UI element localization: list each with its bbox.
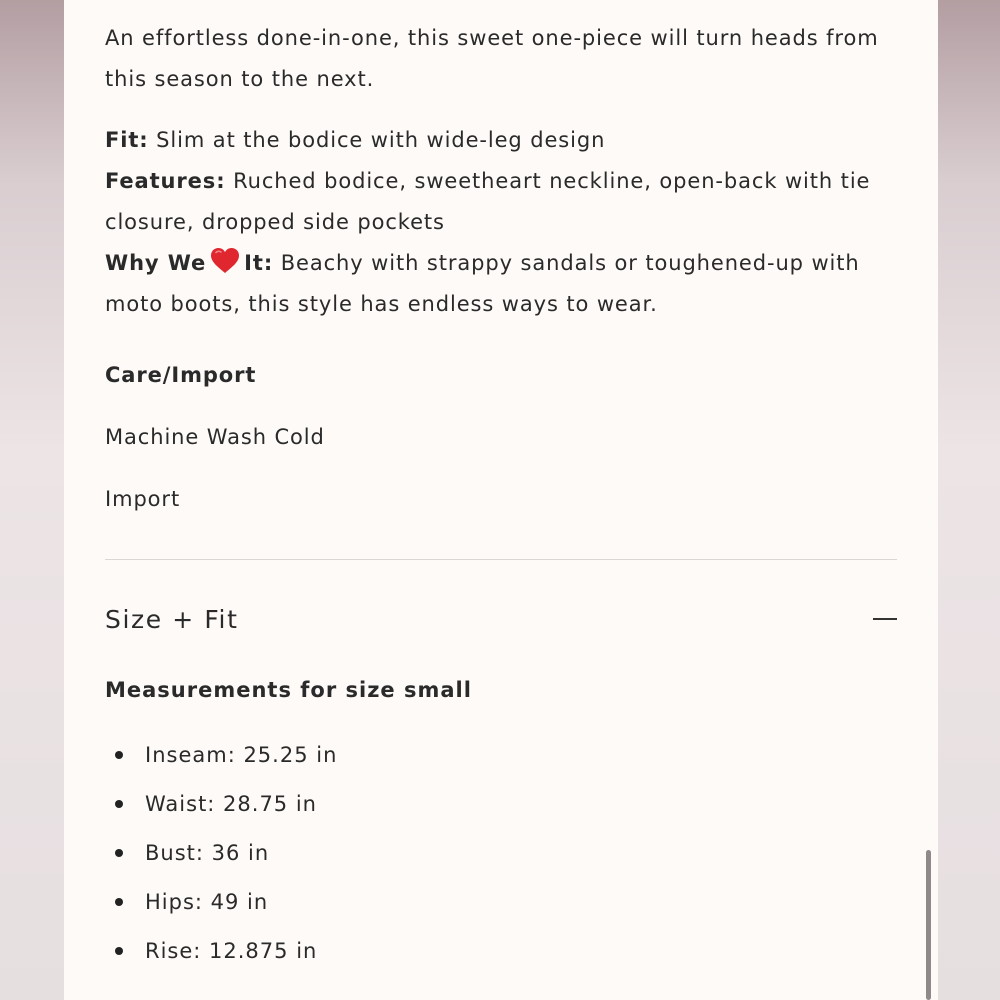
measurement-item-inseam [105,733,337,782]
size-fit-accordion-header[interactable] [105,600,897,640]
measurement-item-waist [105,782,337,831]
description-intro: An effortless done-in-one, this sweet one-piece will turn heads from this season to the next. [105,26,879,91]
measurement-item-bust [105,831,337,880]
measurement-text: Bust: 36 in [145,841,270,865]
measurements-heading: Measurements for size small [105,678,472,702]
size-fit-title: Size + Fit [105,605,239,634]
bullet-icon [115,947,123,955]
measurement-text: Waist: 28.75 in [145,792,317,816]
why-label-prefix: Why We [105,251,207,275]
bullet-icon [115,800,123,808]
fit-label: Fit: [105,128,149,152]
section-divider [105,559,897,560]
bullet-icon [115,751,123,759]
measurement-text: Hips: 49 in [145,890,269,914]
minus-icon[interactable] [873,618,897,620]
heart-icon [210,247,240,275]
measurement-item-hips [105,880,337,929]
fit-line [105,120,897,161]
product-details-content [105,18,897,963]
bullet-icon [115,849,123,857]
why-we-love-it-line [105,243,897,325]
why-label-suffix: It: [244,251,274,275]
measurement-item-rise [105,929,337,978]
features-text: Ruched bodice, sweetheart neckline, open-back with tie closure, dropped side pockets [105,169,871,234]
scrollbar-thumb[interactable] [926,850,931,1000]
product-details-panel [64,0,938,1000]
features-line [105,161,897,243]
why-text: Beachy with strappy sandals or toughened-up with moto boots, this style has endless ways to wear. [105,251,860,316]
fit-text: Slim at the bodice with wide-leg design [156,128,606,152]
measurement-text: Rise: 12.875 in [145,939,318,963]
measurements-list [105,733,337,978]
features-label: Features: [105,169,226,193]
care-line-import: Import [105,487,181,511]
care-import-heading: Care/Import [105,363,257,387]
bullet-icon [115,898,123,906]
care-line-wash: Machine Wash Cold [105,425,325,449]
measurement-text: Inseam: 25.25 in [145,743,338,767]
